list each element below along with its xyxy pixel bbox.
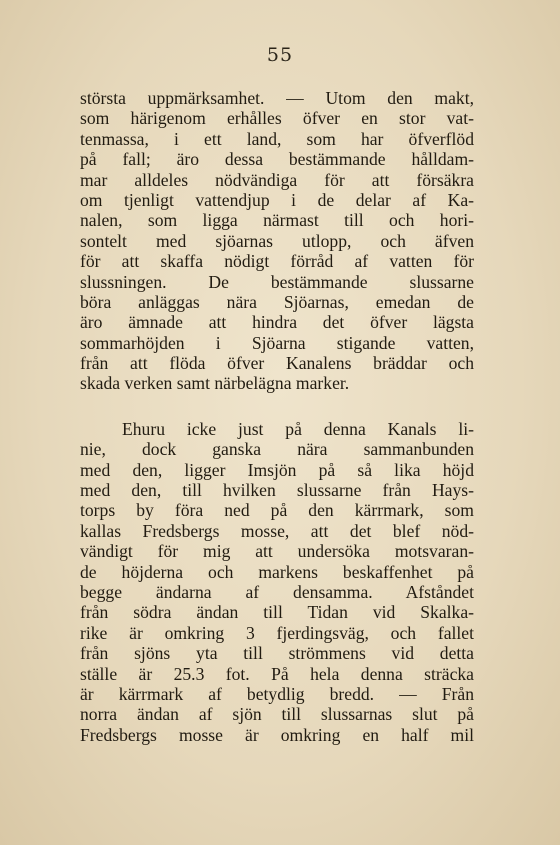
- paragraph-2: [80, 419, 474, 745]
- text-line: vändigt för mig att undersöka motsvaran-: [80, 541, 474, 562]
- text-line: som härigenom erhålles öfver en stor vat-: [80, 108, 474, 129]
- text-line: med den, till hvilken slussarne från Hays-: [80, 480, 474, 501]
- text-line: ställe är 25.3 fot. På hela denna sträcka: [80, 663, 474, 684]
- text-line: rike är omkring 3 fjerdingsväg, och fallet: [80, 622, 474, 643]
- text-line: Ehuru icke just på denna Kanals li-: [122, 418, 474, 439]
- text-line: böra anläggas nära Sjöarnas, emedan de: [80, 291, 474, 312]
- text-line: tenmassa, i ett land, som har öfverflöd: [80, 128, 474, 149]
- text-line: från att flöda öfver Kanalens bräddar och: [80, 353, 474, 374]
- body-text: [80, 88, 474, 745]
- text-line: sommarhöjden i Sjöarna stigande vatten,: [80, 332, 474, 353]
- text-line: mar alldeles nödvändiga för att försäkra: [80, 169, 474, 190]
- text-line: från södra ändan till Tidan vid Skalka-: [80, 602, 474, 623]
- text-line: största uppmärksamhet. — Utom den makt,: [80, 88, 474, 108]
- text-line: skada verken samt närbelägna marker.: [80, 373, 350, 394]
- text-line: begge ändarna af densamma. Afståndet: [80, 581, 474, 602]
- text-line: sontelt med sjöarnas utlopp, och äfven: [80, 230, 474, 251]
- text-line: från sjöns yta till strömmens vid detta: [80, 643, 474, 664]
- text-line: norra ändan af sjön till slussarnas slut på: [80, 704, 474, 725]
- text-line: är kärrmark af betydlig bredd. — Från: [80, 683, 474, 704]
- text-line: kallas Fredsbergs mosse, att det blef nöd-: [80, 520, 474, 541]
- page-number: 55: [266, 44, 294, 66]
- text-line: nalen, som ligga närmast till och hori-: [80, 210, 474, 231]
- text-line: med den, ligger Imsjön på så lika höjd: [80, 459, 474, 480]
- text-line: på fall; äro dessa bestämmande hålldam-: [80, 149, 474, 170]
- text-line: slussningen. De bestämmande slussarne: [80, 271, 474, 292]
- text-line: äro ämnade att hindra det öfver lägsta: [80, 312, 474, 333]
- paragraph-separator: [80, 394, 474, 419]
- text-line: nie, dock ganska nära sammanbunden: [80, 439, 474, 460]
- text-line: Fredsbergs mosse är omkring en half mil: [80, 724, 474, 745]
- paragraph-1: [80, 88, 474, 394]
- text-line: för att skaffa nödigt förråd af vatten för: [80, 251, 474, 272]
- text-line: de höjderna och markens beskaffenhet på: [80, 561, 474, 582]
- text-line: om tjenligt vattendjup i de delar af Ka-: [80, 189, 474, 210]
- text-line: torps by föra ned på den kärrmark, som: [80, 500, 474, 521]
